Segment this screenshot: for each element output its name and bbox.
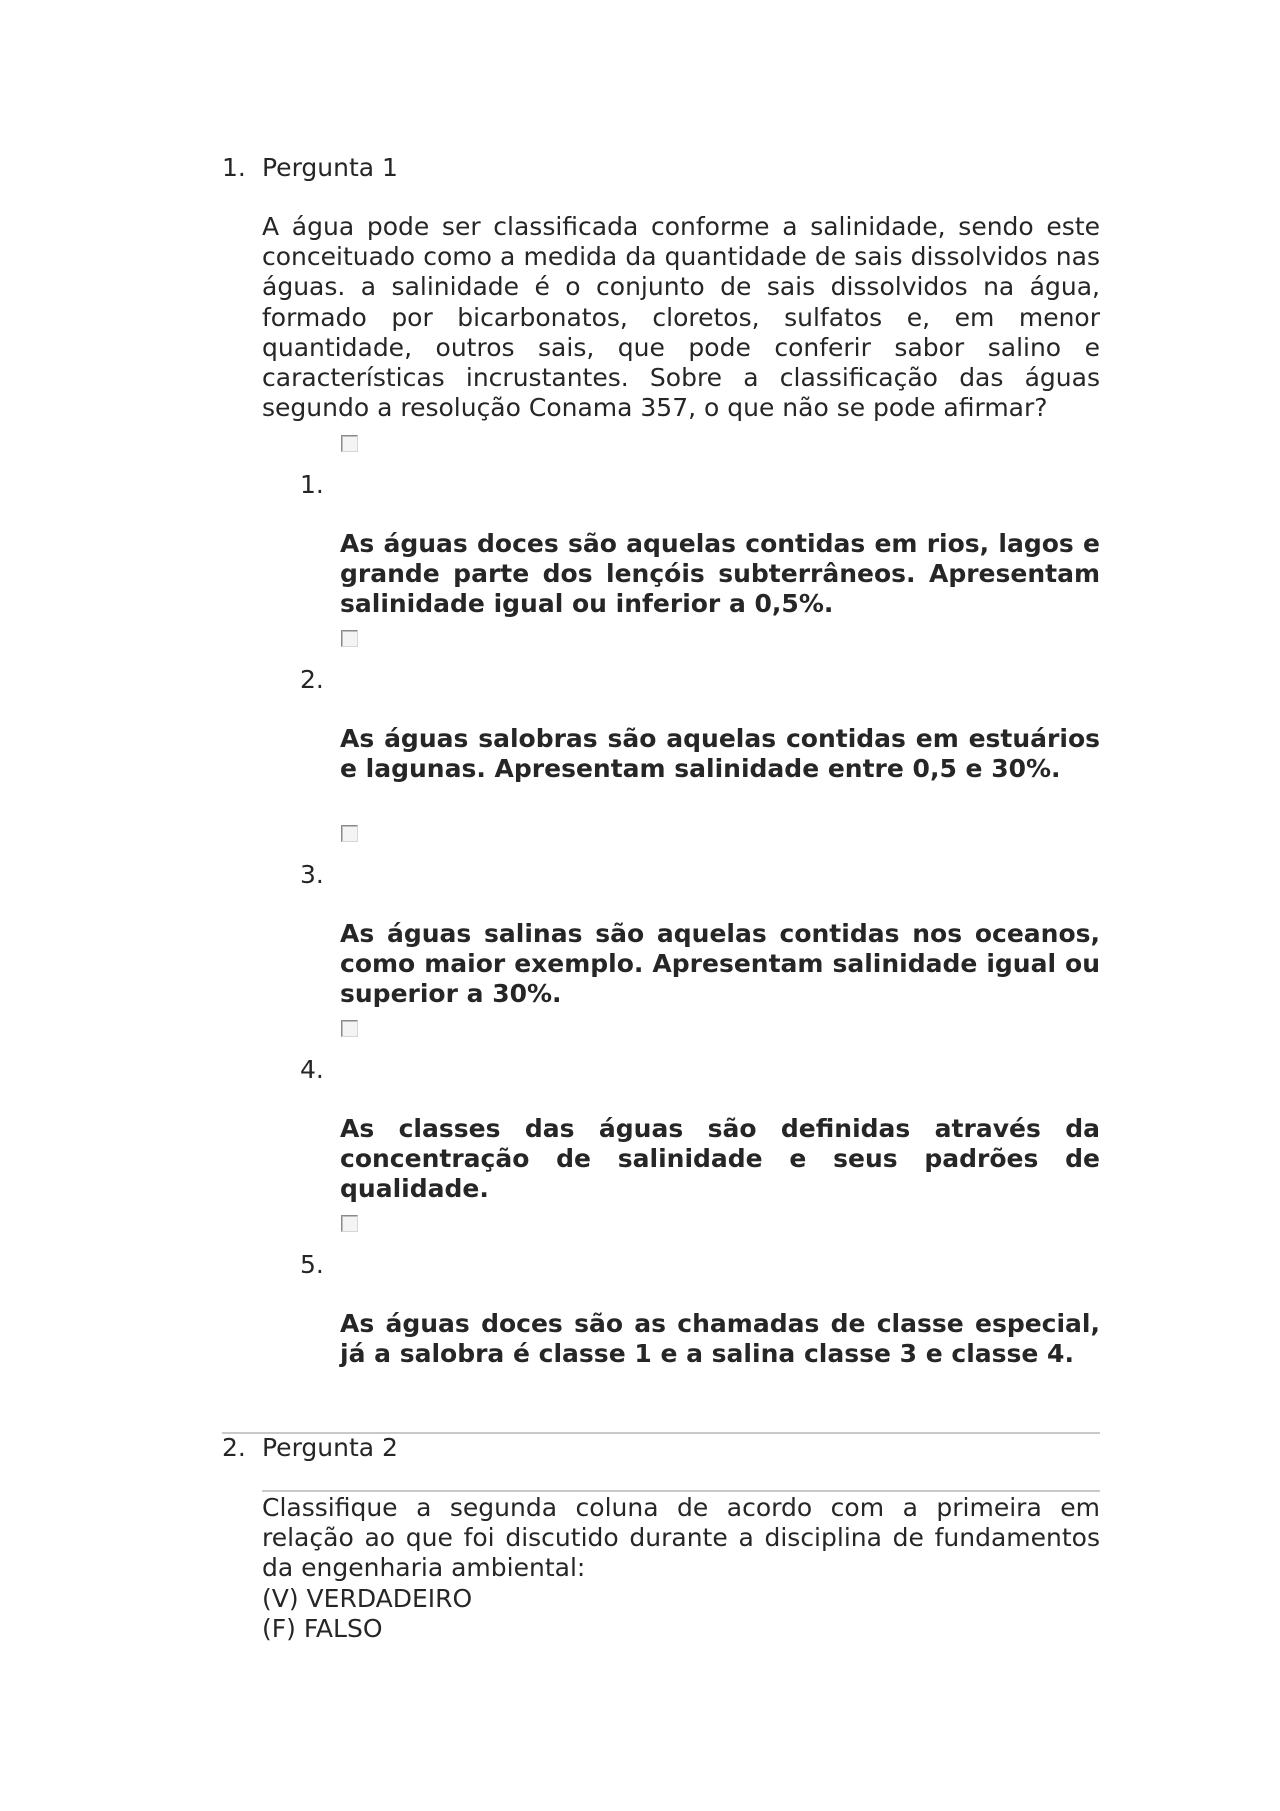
- option-2-number: 2.: [300, 665, 324, 694]
- option-3-checkbox[interactable]: [341, 825, 358, 842]
- question-1-title: Pergunta 1: [262, 153, 398, 182]
- option-3-number: 3.: [300, 860, 324, 889]
- question-2-number: 2.: [222, 1433, 246, 1462]
- option-5-checkbox[interactable]: [341, 1215, 358, 1232]
- question-1-text: A água pode ser classificada conforme a salinidade, sendo este conceituado como a medida da quantidade de sais dissolvidos nas águas. a salinidade é o conjunto de sais dissolvidos na água, formado por bicarbonatos, cloretos, sulfatos e, em menor quantidade, outros sais, que pode conferir sabor salino e características incrustantes. Sobre a classificação das águas segundo a resolução Conama 357, o que não se pode afirmar?: [262, 212, 1100, 423]
- option-1-number: 1.: [300, 470, 324, 499]
- option-2-text: As águas salobras são aquelas contidas em estuários e lagunas. Apresentam salinidade entre 0,5 e 30%.: [340, 724, 1100, 784]
- option-1-checkbox[interactable]: [341, 435, 358, 452]
- option-4-number: 4.: [300, 1055, 324, 1084]
- question-1-number: 1.: [222, 153, 246, 182]
- option-5-text: As águas doces são as chamadas de classe especial, já a salobra é classe 1 e a salina classe 3 e classe 4.: [340, 1309, 1100, 1369]
- question-2-title: Pergunta 2: [262, 1433, 398, 1462]
- legend-false: (F) FALSO: [262, 1614, 383, 1643]
- question-2-divider: [262, 1490, 1100, 1492]
- option-3-text: As águas salinas são aquelas contidas nos oceanos, como maior exemplo. Apresentam salinidade igual ou superior a 30%.: [340, 919, 1100, 1009]
- question-2-text: Classifique a segunda coluna de acordo com a primeira em relação ao que foi discutido durante a disciplina de fundamentos da engenharia ambiental:: [262, 1493, 1100, 1583]
- option-4-checkbox[interactable]: [341, 1020, 358, 1037]
- option-2-checkbox[interactable]: [341, 630, 358, 647]
- legend-true: (V) VERDADEIRO: [262, 1584, 473, 1613]
- option-5-number: 5.: [300, 1250, 324, 1279]
- option-4-text: As classes das águas são definidas através da concentração de salinidade e seus padrões de qualidade.: [340, 1114, 1100, 1204]
- option-1-text: As águas doces são aquelas contidas em rios, lagos e grande parte dos lençóis subterrâneos. Apresentam salinidade igual ou inferior a 0,5%.: [340, 529, 1100, 619]
